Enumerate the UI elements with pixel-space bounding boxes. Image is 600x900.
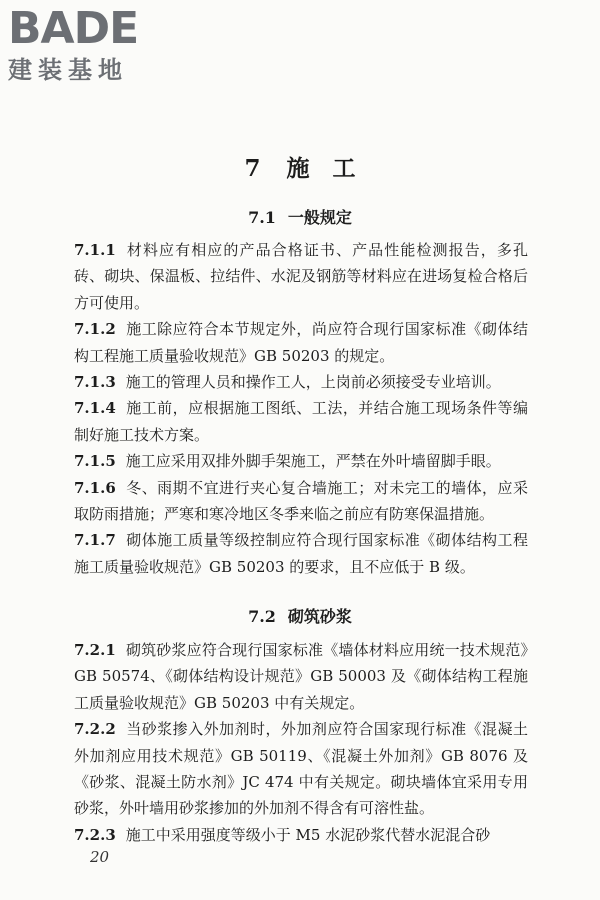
clause-number: 7.2.3 [74,825,116,844]
clause [74,369,528,395]
clause-number: 7.1.6 [74,478,116,497]
clause-number: 7.1.2 [74,320,116,339]
clause-text: 材料应有相应的产品合格证书、产品性能检测报告，多孔砖、砌块、保温板、拉结件、水泥及钢筋等材料应在进场复检合格后方可使用。 [74,241,528,312]
clause [74,822,528,848]
clause [74,395,528,448]
logo [8,4,178,84]
clause-number: 7.2.1 [74,641,116,659]
section-heading [0,604,600,627]
section-body [74,237,528,580]
clause [74,527,528,580]
section-heading [0,205,600,228]
clause-number: 7.1.3 [74,373,116,392]
clause [74,237,528,316]
section-title: 一般规定 [287,208,352,227]
clause-text: 施工的管理人员和操作工人，上岗前必须接受专业培训。 [125,373,501,392]
clause [74,637,528,716]
clause [74,475,528,528]
clause-text: 当砂浆掺入外加剂时，外加剂应符合国家现行标准《混凝土外加剂应用技术规范》GB 50119、《混凝土外加剂》GB 8076 及《砂浆、混凝土防水剂》JC 474 中有关规定。砌块墙体宜采用专用砂浆，外叶墙用砂浆掺加的外加剂不得含有可溶性盐。 [74,720,528,818]
clause-text: 砌筑砂浆应符合现行国家标准《墙体材料应用统一技术规范》GB 50574、《砌体结构设计规范》GB 50003 及《砌体结构工程施工质量验收规范》GB 50203 中有关规定。 [74,641,528,712]
logo-subtitle: 建装基地 [8,56,128,84]
clause [74,716,528,822]
clause-text: 施工中采用强度等级小于 M5 水泥砂浆代替水泥混合砂 [125,825,491,844]
page-number: 20 [90,848,110,866]
chapter-number: 7 [244,155,261,182]
chapter-heading [0,150,600,183]
clause-number: 7.1.4 [74,399,116,418]
clause [74,448,528,474]
clause-text: 施工应采用双排外脚手架施工，严禁在外叶墙留脚手眼。 [125,452,501,471]
clause-text: 冬、雨期不宜进行夹心复合墙施工；对未完工的墙体，应采取防雨措施；严寒和寒冷地区冬季来临之前应有防寒保温措施。 [74,478,528,524]
chapter-title: 施 工 [286,155,356,182]
clause [74,316,528,369]
clause-number: 7.1.5 [74,452,116,471]
logo-wordmark: BADE [8,3,139,54]
section-title: 砌筑砂浆 [287,607,352,626]
clause-text: 施工前，应根据施工图纸、工法，并结合施工现场条件等编制好施工技术方案。 [74,399,528,444]
clause-number: 7.1.1 [74,241,116,259]
clause-number: 7.1.7 [74,531,116,550]
section-number: 7.1 [248,208,276,227]
clause-text: 施工除应符合本节规定外，尚应符合现行国家标准《砌体结构工程施工质量验收规范》GB 50203 的规定。 [74,320,528,365]
section-number: 7.2 [248,607,276,626]
clause-number: 7.2.2 [74,720,116,739]
section-body [74,637,528,848]
clause-text: 砌体施工质量等级控制应符合现行国家标准《砌体结构工程施工质量验收规范》GB 50203 的要求，且不应低于 B 级。 [74,531,528,576]
